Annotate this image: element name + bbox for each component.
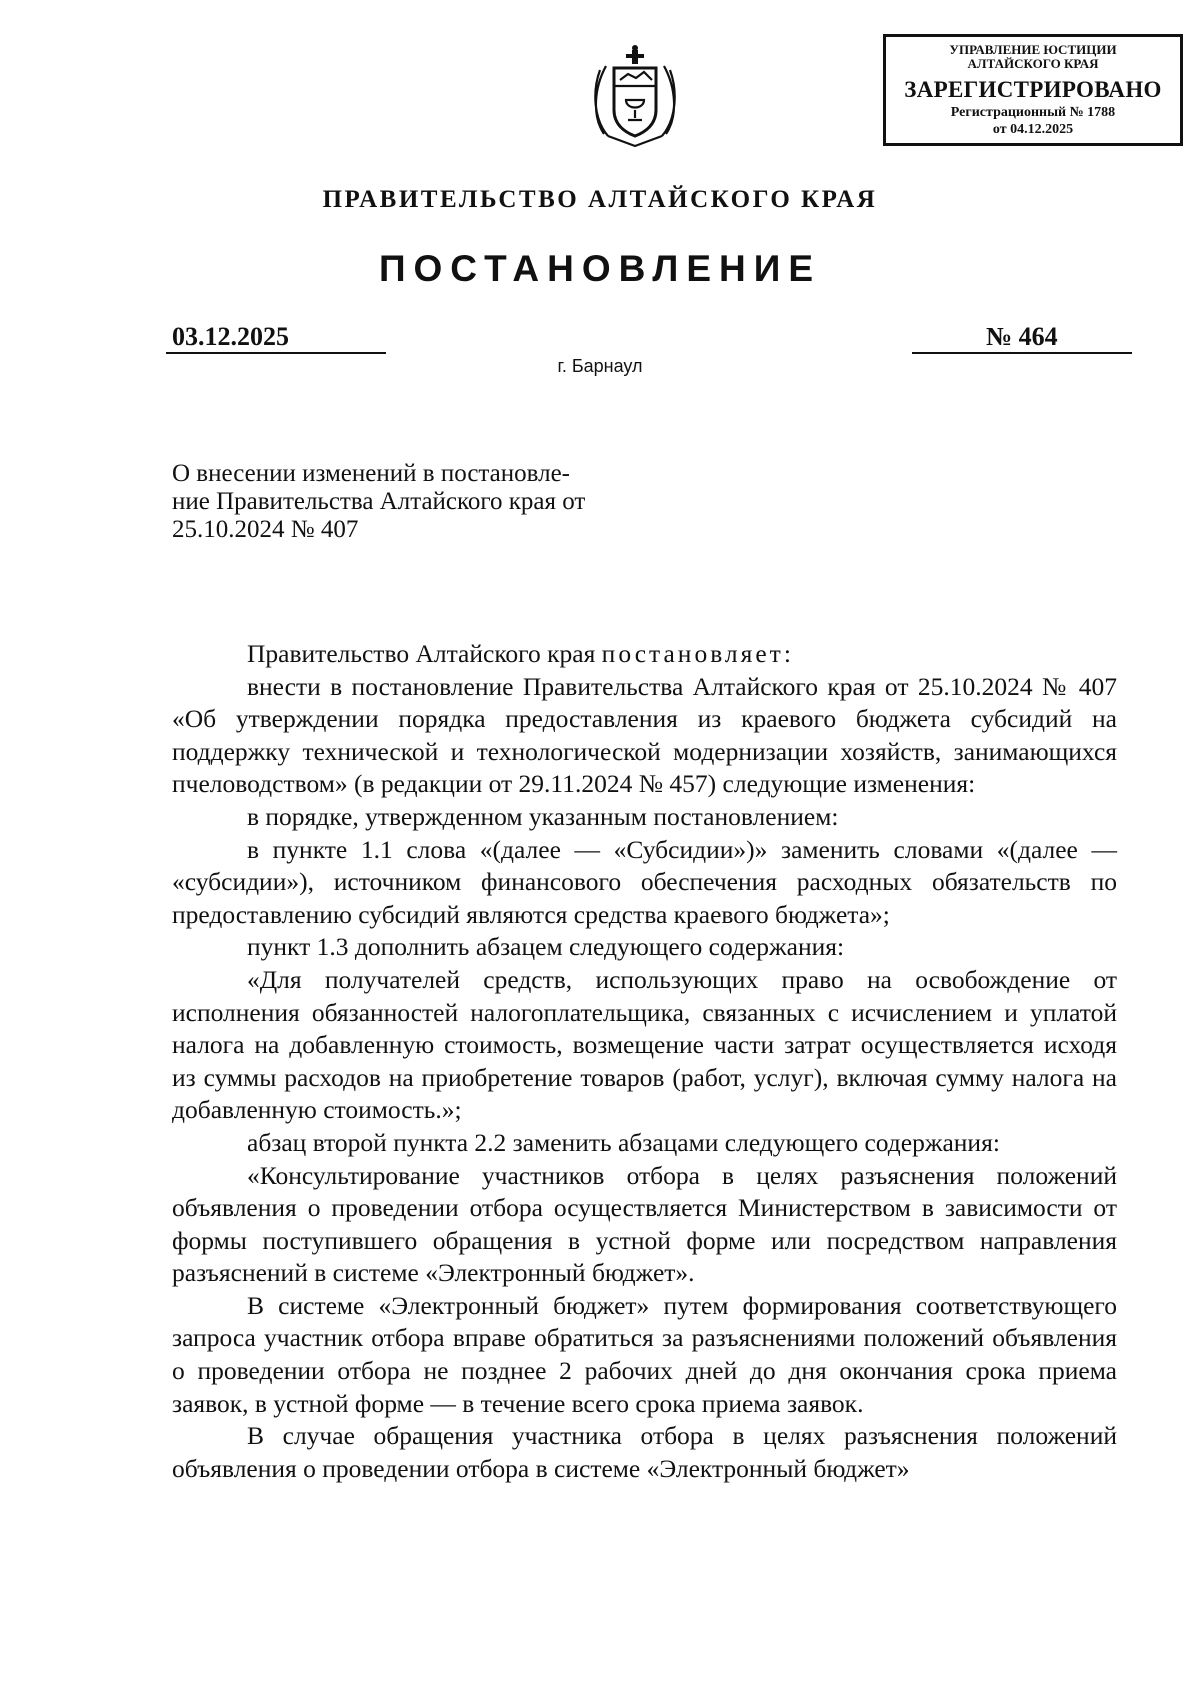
subject-line: 25.10.2024 № 407	[172, 516, 359, 543]
document-number: № 464	[912, 322, 1132, 354]
body-paragraph: пункт 1.3 дополнить абзацем следующего содержания:	[247, 932, 845, 962]
stamp-org-line1: УПРАВЛЕНИЕ ЮСТИЦИИ	[949, 42, 1117, 57]
document-body	[172, 638, 1117, 1485]
stamp-reg-date: от 04.12.2025	[992, 122, 1074, 137]
document-date: 03.12.2025	[166, 322, 386, 354]
document-subject	[172, 460, 652, 544]
body-paragraph	[172, 638, 1117, 671]
body-paragraph: В системе «Электронный бюджет» путем формирования соответствующего запроса участник отбора вправе обратиться за разъяснениями положений объявления о проведении отбора не позднее 2 рабочих дней до дня окончания срока приема заявок, в устной форме — в течение всего срока приема заявок.	[172, 1290, 1117, 1418]
document-type: ПОСТАНОВЛЕНИЕ	[378, 248, 822, 289]
body-paragraph: в порядке, утвержденном указанным постановлением:	[247, 801, 839, 831]
body-paragraph: В случае обращения участника отбора в целях разъяснения положений объявления о проведении отбора в системе «Электронный бюджет»	[172, 1421, 1117, 1483]
coat-of-arms-icon	[590, 40, 680, 152]
body-paragraph: «Консультирование участников отбора в целях разъяснения положений объявления о проведении отбора осуществляется Министерством в зависимости от формы поступившего обращения в устной форме или посредством направления разъяснений в системе «Электронный бюджет».	[172, 1160, 1117, 1288]
registration-stamp	[883, 34, 1183, 146]
body-paragraph: «Для получателей средств, использующих право на освобождение от исполнения обязанностей налогоплательщика, связанных с исчислением и уплатой налога на добавленную стоимость, возмещение части затрат осуществляется исходя из суммы расходов на приобретение товаров (работ, услуг), включая сумму налога на добавленную стоимость.»;	[172, 964, 1117, 1125]
stamp-status: ЗАРЕГИСТРИРОВАНО	[904, 77, 1162, 102]
body-paragraph: абзац второй пункта 2.2 заменить абзацами следующего содержания:	[247, 1127, 1000, 1157]
government-name: ПРАВИТЕЛЬСТВО АЛТАЙСКОГО КРАЯ	[322, 186, 878, 213]
body-text: :	[783, 639, 791, 668]
stamp-org-line2: АЛТАЙСКОГО КРАЯ	[967, 56, 1099, 71]
subject-line: О внесении изменений в постановле-	[172, 460, 570, 487]
resolves-word: постановляет	[601, 639, 784, 668]
document-city: г. Барнаул	[557, 356, 643, 376]
body-paragraph: в пункте 1.1 слова «(далее — «Субсидии»)» заменить словами «(далее — «субсидии»), источником финансового обеспечения расходных обязательств по предоставлению субсидий являются средства краевого бюджета»;	[172, 834, 1117, 929]
subject-line: ние Правительства Алтайского края от	[172, 488, 586, 515]
body-paragraph: внести в постановление Правительства Алтайского края от 25.10.2024 № 407 «Об утверждении порядка предоставления из краевого бюджета субсидий на поддержку технической и технологической модернизации хозяйств, занимающихся пчеловодством» (в редакции от 29.11.2024 № 457) следующие изменения:	[172, 671, 1117, 799]
body-text: Правительство Алтайского края	[247, 639, 602, 668]
stamp-reg-number: Регистрационный № 1788	[950, 105, 1116, 120]
